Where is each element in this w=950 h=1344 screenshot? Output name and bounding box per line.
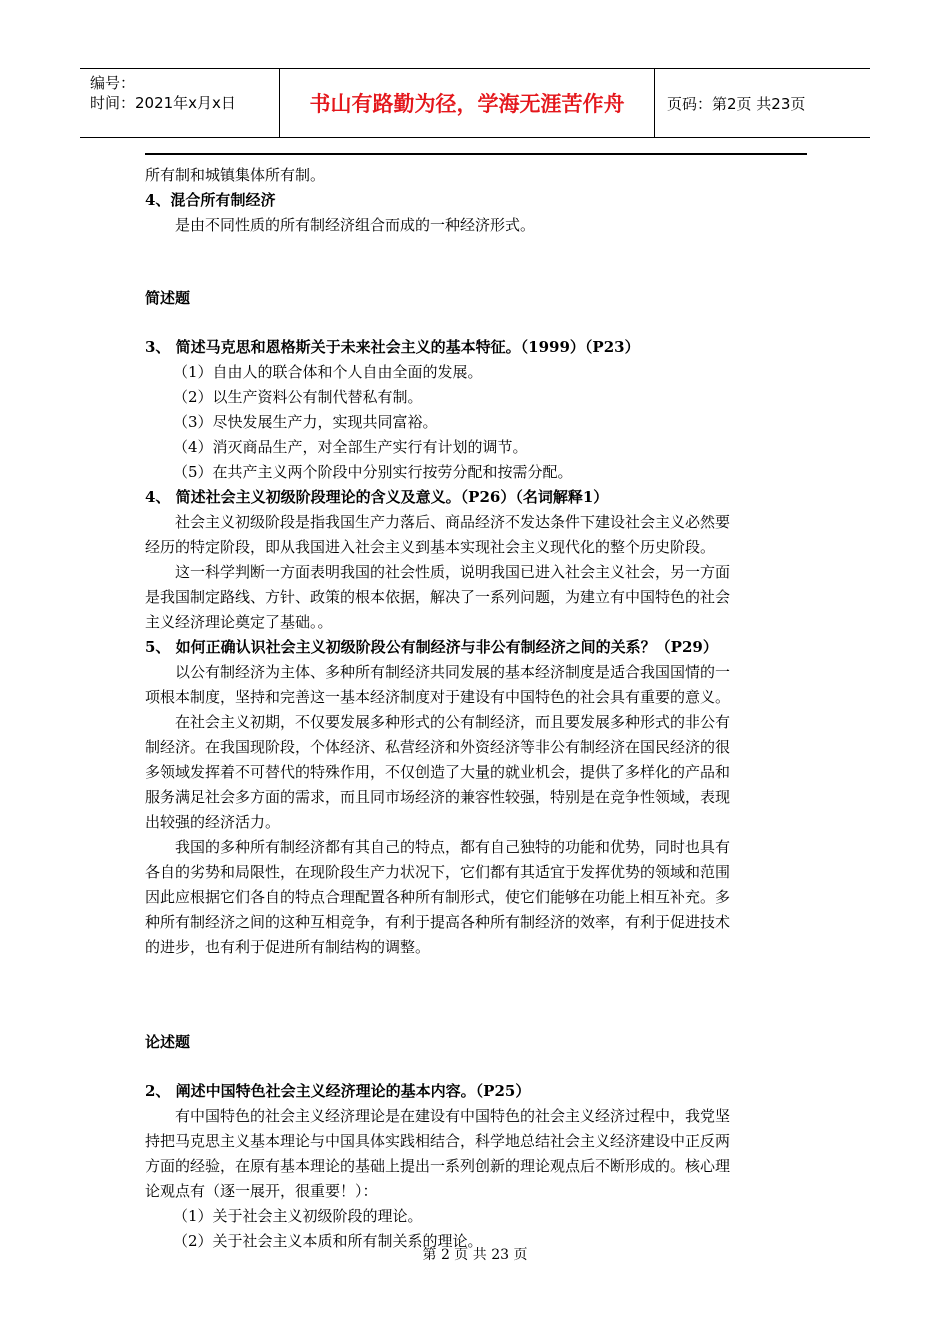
- paragraph-line: 出较强的经济活力。: [145, 813, 281, 831]
- section-heading-short-answer: 简述题: [145, 289, 191, 307]
- paragraph-line: 是我国制定路线、方针、政策的根本依据，解决了一系列问题，为建立有中国特色的社会: [145, 588, 731, 606]
- paragraph-line: 方面的经验，在原有基本理论的基础上提出一系列创新的理论观点后不断形成的。核心理: [145, 1157, 731, 1175]
- paragraph-line: 在社会主义初期，不仅要发展多种形式的公有制经济，而且要发展多种形式的非公有: [175, 713, 731, 731]
- paragraph-line: 主义经济理论奠定了基础。。: [145, 613, 333, 631]
- document-body: [145, 163, 807, 1254]
- paragraph-line: 持把马克思主义基本理论与中国具体实践相结合，科学地总结社会主义经济建设中正反两: [145, 1132, 731, 1150]
- paragraph-line: 项根本制度，坚持和完善这一基本经济制度对于建设有中国特色的社会具有重要的意义。: [145, 688, 731, 706]
- motto: 书山有路勤为径，学海无涯苦作舟: [280, 69, 655, 137]
- question-heading: 3、 简述马克思和恩格斯关于未来社会主义的基本特征。（1999）（P23）: [145, 338, 640, 356]
- header-page-number: 页码：第2页 共23页: [667, 94, 806, 113]
- paragraph-line: 我国的多种所有制经济都有其自己的特点，都有自己独特的功能和优势，同时也具有: [175, 838, 731, 856]
- paragraph-line: 这一科学判断一方面表明我国的社会性质，说明我国已进入社会主义社会，另一方面: [175, 563, 731, 581]
- paragraph-line: 各自的劣势和局限性，在现阶段生产力状况下，它们都有其适宜于发挥优势的领域和范围: [145, 863, 731, 881]
- date-text: 时间：2021年x月x日: [90, 94, 236, 112]
- list-item: （2）以生产资料公有制代替私有制。: [173, 388, 423, 406]
- page-header: [80, 68, 870, 138]
- question-heading: 4、 简述社会主义初级阶段理论的含义及意义。（P26）（名词解释1）: [145, 488, 609, 506]
- paragraph-line: 是由不同性质的所有制经济组合而成的一种经济形式。: [175, 216, 536, 234]
- list-item: （4）消灭商品生产，对全部生产实行有计划的调节。: [173, 438, 528, 456]
- paragraph-line: 所有制和城镇集体所有制。: [145, 166, 326, 184]
- paragraph-line: 制经济。在我国现阶段，个体经济、私营经济和外资经济等非公有制经济在国民经济的很: [145, 738, 731, 756]
- list-item: （1）关于社会主义初级阶段的理论。: [173, 1207, 423, 1225]
- list-item: （5）在共产主义两个阶段中分别实行按劳分配和按需分配。: [173, 463, 573, 481]
- paragraph-line: 以公有制经济为主体、多种所有制经济共同发展的基本经济制度是适合我国国情的一: [175, 663, 731, 681]
- paragraph-line: 种所有制经济之间的这种互相竞争，有利于提高各种所有制经济的效率，有利于促进技术: [145, 913, 731, 931]
- question-heading: 5、 如何正确认识社会主义初级阶段公有制经济与非公有制经济之间的关系？（P29）: [145, 638, 718, 656]
- paragraph-line: 社会主义初级阶段是指我国生产力落后、商品经济不发达条件下建设社会主义必然要: [175, 513, 731, 531]
- paragraph-line: 因此应根据它们各自的特点合理配置各种所有制形式，使它们能够在功能上相互补充。多: [145, 888, 731, 906]
- question-heading: 2、 阐述中国特色社会主义经济理论的基本内容。（P25）: [145, 1082, 531, 1100]
- paragraph-line: 有中国特色的社会主义经济理论是在建设有中国特色的社会主义经济过程中，我党坚: [175, 1107, 731, 1125]
- paragraph-line: 经历的特定阶段，即从我国进入社会主义到基本实现社会主义现代化的整个历史阶段。: [145, 538, 716, 556]
- code-label: 编号：: [90, 74, 136, 92]
- header-left-cell: [80, 69, 280, 137]
- paragraph-line: 多领域发挥着不可替代的特殊作用，不仅创造了大量的就业机会，提供了多样化的产品和: [145, 763, 731, 781]
- list-item: （3）尽快发展生产力，实现共同富裕。: [173, 413, 438, 431]
- paragraph-line: 服务满足社会多方面的需求，而且同市场经济的兼容性较强，特别是在竞争性领域，表现: [145, 788, 731, 806]
- header-divider: [145, 153, 807, 155]
- section-heading-essay: 论述题: [145, 1033, 191, 1051]
- term-heading: 4、混合所有制经济: [145, 191, 276, 209]
- page-footer: 第 2 页 共 23 页: [422, 1247, 528, 1263]
- paragraph-line: 的进步，也有利于促进所有制结构的调整。: [145, 938, 431, 956]
- list-item: （1）自由人的联合体和个人自由全面的发展。: [173, 363, 483, 381]
- paragraph-line: 论观点有（逐一展开，很重要！）：: [145, 1182, 378, 1200]
- list-item: （2）关于社会主义本质和所有制关系的理论。: [173, 1232, 483, 1250]
